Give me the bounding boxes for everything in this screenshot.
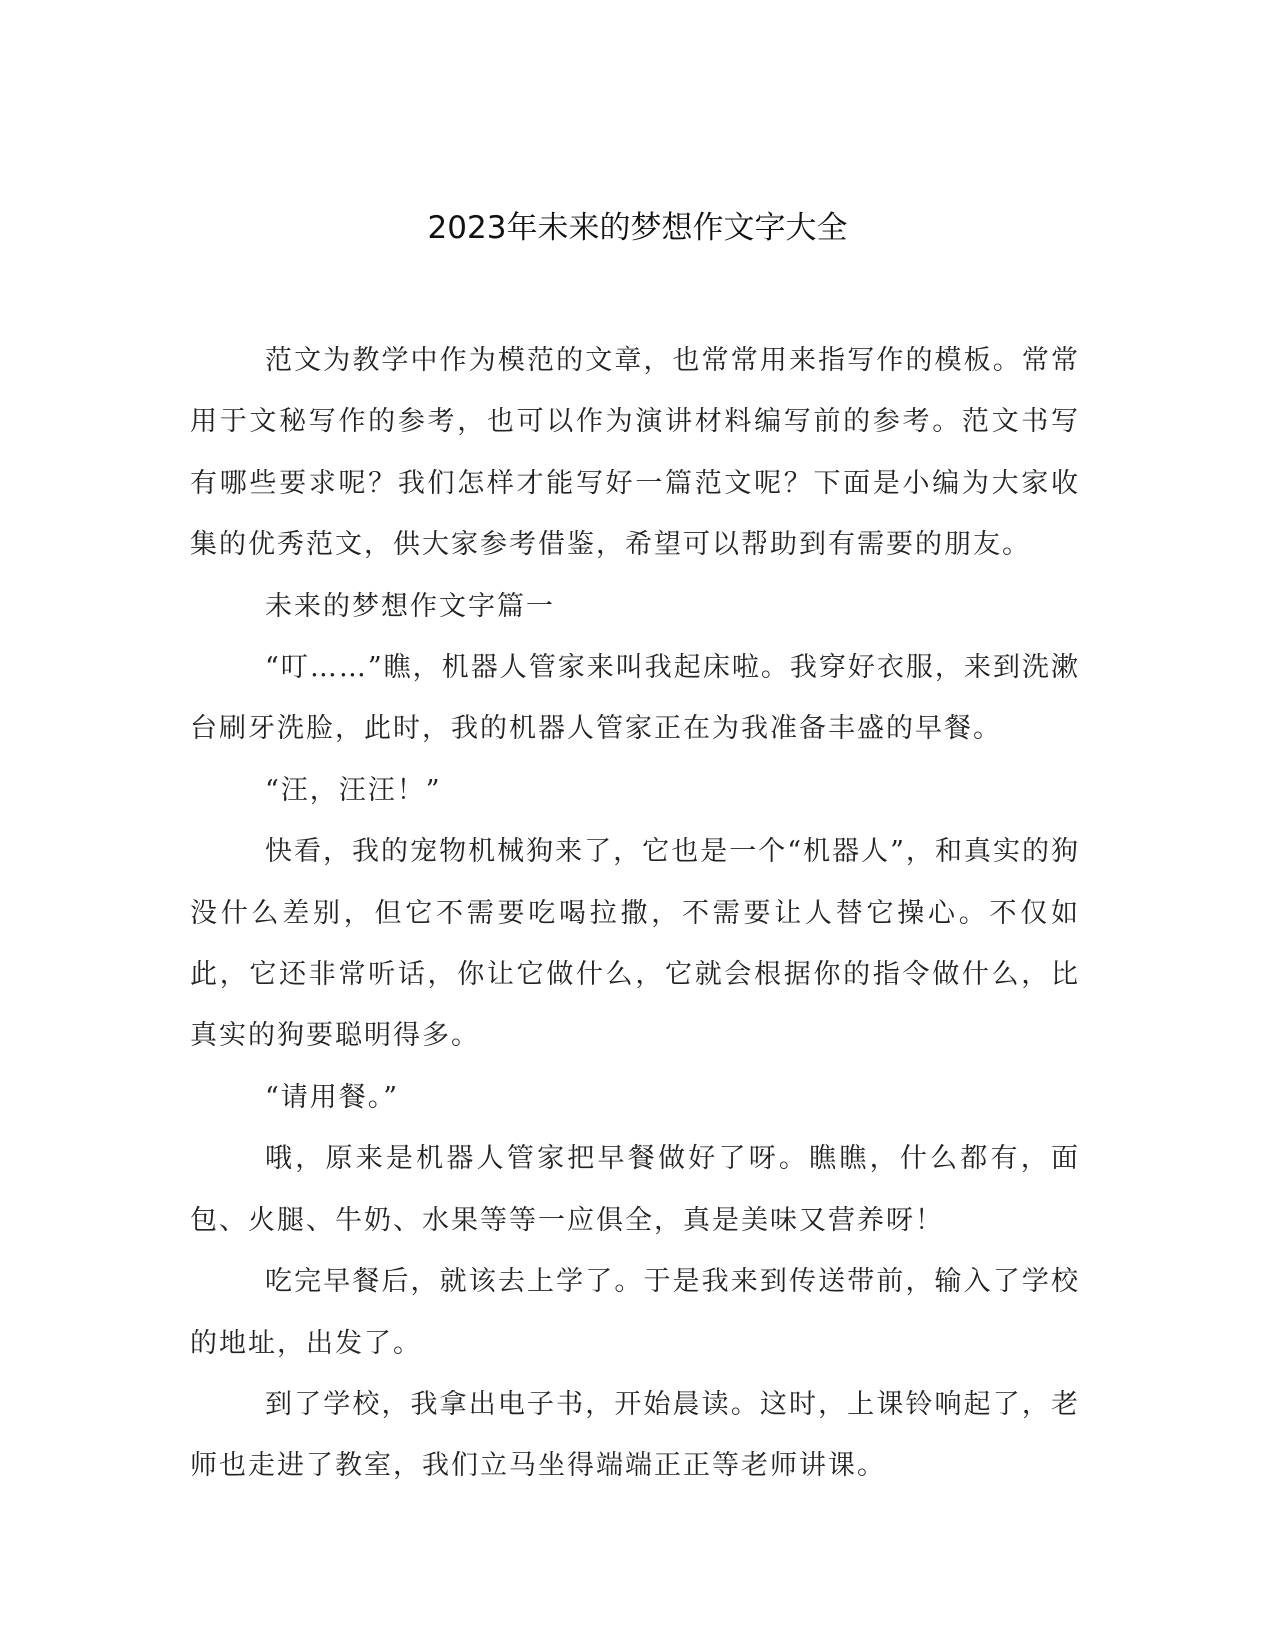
page-title: 2023年未来的梦想作文字大全 — [427, 210, 848, 246]
document-body — [190, 330, 1080, 1497]
paragraph-intro: 范文为教学中作为模范的文章，也常常用来指写作的模板。常常用于文秘写作的参考，也可以作为演讲材料编写前的参考。范文书写有哪些要求呢？我们怎样才能写好一篇范文呢？下面是小编为大家收集的优秀范文，供大家参考借鉴，希望可以帮助到有需要的朋友。 — [190, 345, 1080, 561]
paragraph: 快看，我的宠物机械狗来了，它也是一个“机器人”，和真实的狗没什么差别，但它不需要吃喝拉撒，不需要让人替它操心。不仅如此，它还非常听话，你让它做什么，它就会根据你的指令做什么，比真实的狗要聪明得多。 — [190, 836, 1080, 1052]
section-heading: 未来的梦想作文字篇一 — [265, 590, 555, 622]
paragraph: 吃完早餐后，就该去上学了。于是我来到传送带前，输入了学校的地址，出发了。 — [190, 1266, 1080, 1359]
paragraph: “请用餐。” — [265, 1081, 400, 1113]
paragraph: 哦，原来是机器人管家把早餐做好了呀。瞧瞧，什么都有，面包、火腿、牛奶、水果等等一应俱全，真是美味又营养呀！ — [190, 1143, 1080, 1236]
paragraph: 到了学校，我拿出电子书，开始晨读。这时，上课铃响起了，老师也走进了教室，我们立马坐得端端正正等老师讲课。 — [190, 1388, 1080, 1482]
paragraph: “叮……”瞧，机器人管家来叫我起床啦。我穿好衣服，来到洗漱台刷牙洗脸，此时，我的机器人管家正在为我准备丰盛的早餐。 — [190, 652, 1080, 745]
paragraph: “汪，汪汪！” — [265, 774, 442, 806]
